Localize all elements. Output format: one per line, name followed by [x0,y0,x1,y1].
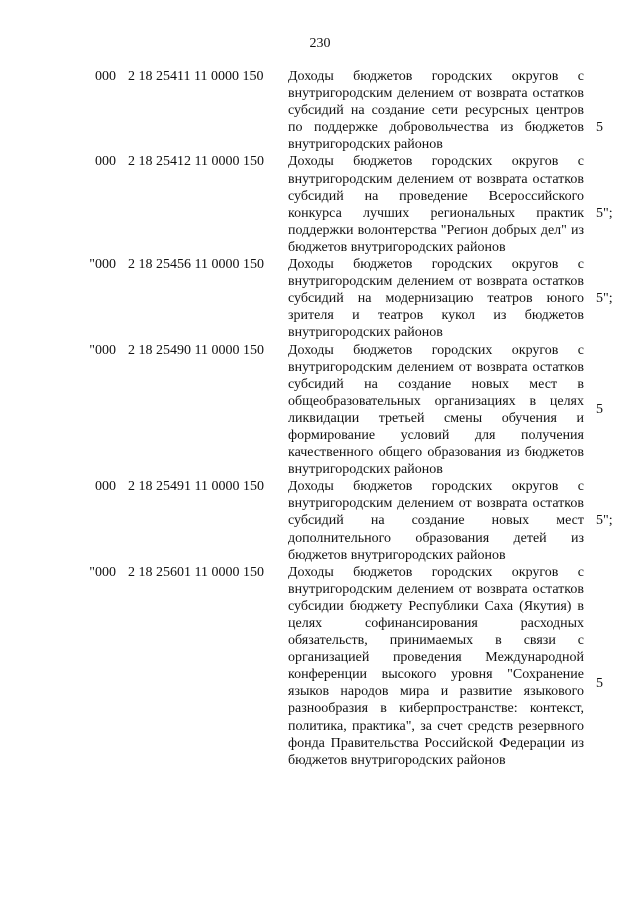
row-prefix: 000 [95,69,116,84]
table-row [0,68,640,153]
budget-code-table [0,68,640,769]
table-row [0,153,640,256]
row-prefix: "000 [89,342,116,358]
row-marker: 5"; [596,513,613,529]
table-row [0,564,640,769]
table-row [0,256,640,341]
row-marker: 5 [596,402,603,418]
row-marker: 5"; [596,291,613,307]
row-code: 2 18 25491 11 0000 150 [128,479,264,495]
row-prefix: 000 [95,154,116,170]
row-code: 2 18 25601 11 0000 150 [128,564,264,580]
row-marker: 5 [596,675,603,691]
page-number: 230 [309,36,331,51]
row-prefix: 000 [95,479,116,495]
row-marker: 5"; [596,205,613,221]
row-prefix: "000 [89,564,116,580]
row-description: Доходы бюджетов городских округов с внутригородским делением от возврата остатков субсидий на создание сети ресурсных центров по поддержке добровольчества из бюджетов внутригородских районов [288,69,584,153]
table-row [0,478,640,563]
row-description: Доходы бюджетов городских округов с внутригородским делением от возврата остатков субсидий на создание новых мест дополнительного образования детей из бюджетов внутригородских районов [288,479,584,563]
row-description: Доходы бюджетов городских округов с внутригородским делением от возврата остатков субсидий на проведение Всероссийского конкурса лучших региональных практик поддержки волонтерства "Регион добрых дел" из бюджетов внутригородских районов [288,154,584,255]
row-code: 2 18 25456 11 0000 150 [128,257,264,273]
table-row [0,342,640,479]
row-description: Доходы бюджетов городских округов с внутригородским делением от возврата остатков субсидий на модернизацию театров юного зрителя и театров кукол из бюджетов внутригородских районов [288,257,584,341]
row-description: Доходы бюджетов городских округов с внутригородским делением от возврата остатков субсидии бюджету Республики Саха (Якутия) в целях софинансирования расходных обязательств, принимаемых в связи с организацией проведения Международной конференции высокого уровня "Сохранение языков народов мира и развитие языкового разнообразия в киберпространстве: контекст, политика, практика", за счет средств резервного фонда Правительства Российской Федерации из бюджетов внутригородских районов [288,564,584,768]
row-code: 2 18 25412 11 0000 150 [128,154,264,170]
row-marker: 5 [596,120,603,136]
row-code: 2 18 25490 11 0000 150 [128,342,264,358]
row-prefix: "000 [89,257,116,273]
row-description: Доходы бюджетов городских округов с внутригородским делением от возврата остатков субсидий на создание новых мест в общеобразовательных организациях в целях ликвидации третьей смены обучения и формирование условий для получения качественного общего образования из бюджетов внутригородских районов [288,342,584,478]
row-code: 2 18 25411 11 0000 150 [128,69,264,84]
